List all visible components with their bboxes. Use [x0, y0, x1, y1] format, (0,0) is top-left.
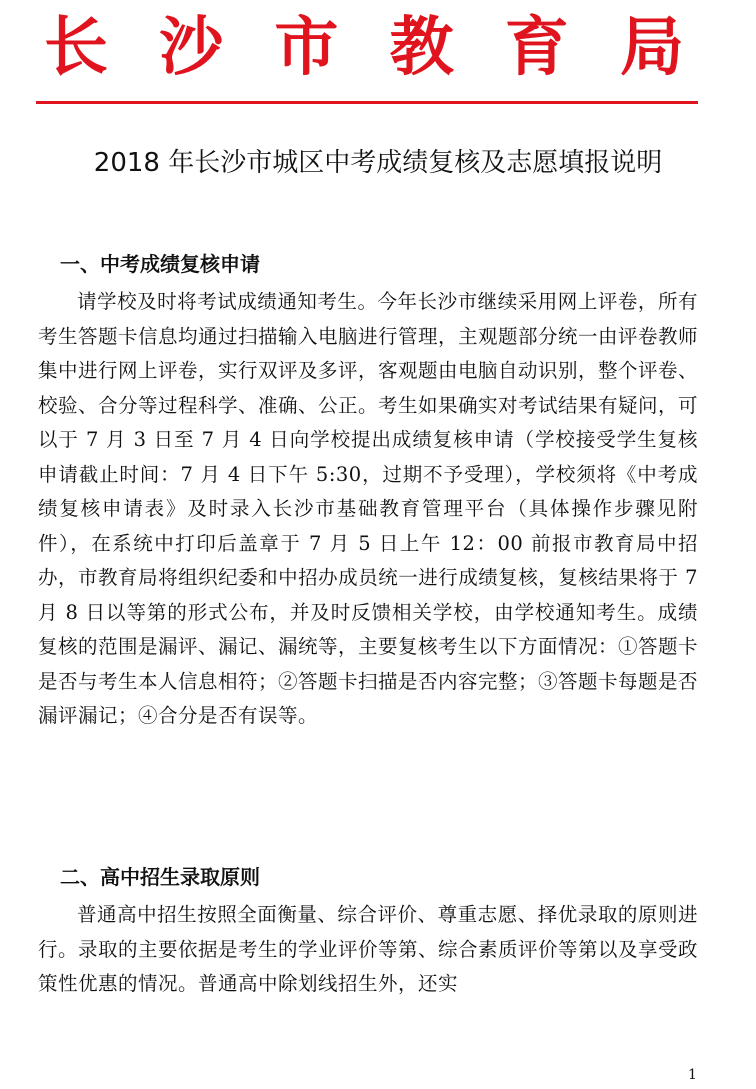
masthead-char: 教	[389, 10, 454, 85]
masthead-char: 沙	[159, 10, 224, 85]
document-title: 2018 年长沙市城区中考成绩复核及志愿填报说明	[93, 148, 663, 178]
masthead-divider	[36, 101, 698, 104]
masthead-char: 市	[274, 10, 339, 85]
masthead-char: 育	[504, 10, 569, 85]
masthead-char: 长	[44, 10, 108, 85]
masthead-title	[44, 6, 684, 90]
section-1-paragraph: 请学校及时将考试成绩通知考生。今年长沙市继续采用网上评卷，所有考生答题卡信息均通过扫描输入电脑进行管理，主观题部分统一由评卷教师集中进行网上评卷，实行双评及多评，客观题由电脑自动识别，整个评卷、校验、合分等过程科学、准确、公正。考生如果确实对考试结果有疑问，可以于 7 月 3 日至 7 月 4 日向学校提出成绩复核申请（学校接受学生复核申请截止时间：7 月 4 日下午 5:30，过期不予受理），学校须将《中考成绩复核申请表》及时录入长沙市基础教育管理平台（具体操作步骤见附件），在系统中打印后盖章于 7 月 5 日上午 12：00 前报市教育局中招办，市教育局将组织纪委和中招办成员统一进行成绩复核，复核结果将于 7 月 8 日以等第的形式公布，并及时反馈相关学校，由学校通知考生。成绩复核的范围是漏评、漏记、漏统等，主要复核考生以下方面情况：①答题卡是否与考生本人信息相符；②答题卡扫描是否内容完整；③答题卡每题是否漏评漏记；④合分是否有误等。	[38, 290, 699, 727]
masthead-char: 局	[619, 10, 684, 85]
section-heading-2: 二、高中招生录取原则	[60, 865, 260, 889]
section-heading-1: 一、中考成绩复核申请	[60, 252, 260, 276]
section-2-paragraph: 普通高中招生按照全面衡量、综合评价、尊重志愿、择优录取的原则进行。录取的主要依据是考生的学业评价等第、综合素质评价等第以及享受政策性优惠的情况。普通高中除划线招生外，还实	[38, 903, 699, 995]
page-number: 1	[688, 1067, 697, 1083]
